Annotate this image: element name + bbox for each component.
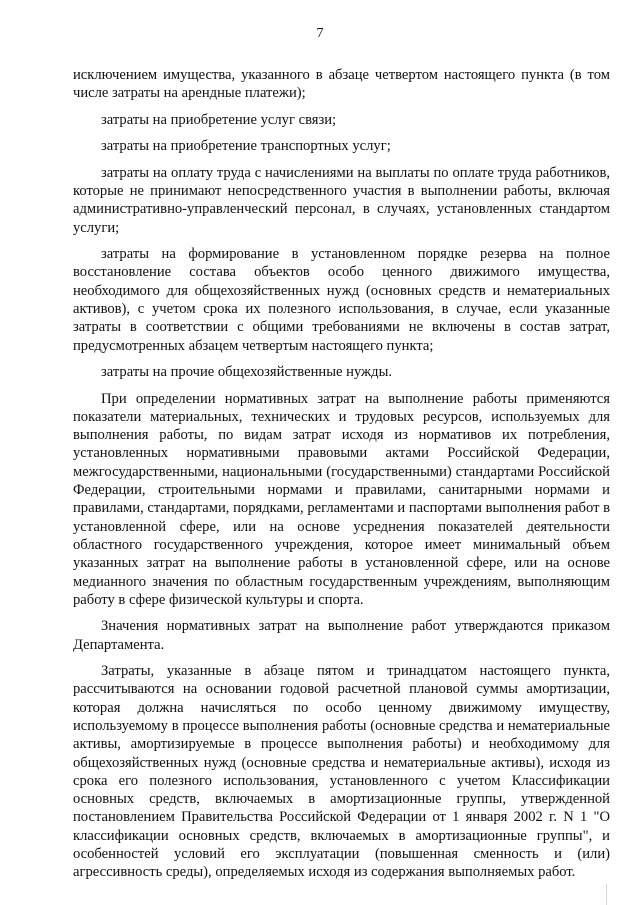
scan-artifact-line xyxy=(606,884,607,905)
paragraph-other-costs: затраты на прочие общехозяйственные нужды. xyxy=(101,364,393,381)
paragraph-transport-costs: затраты на приобретение транспортных услуг; xyxy=(101,138,391,155)
paragraph-normative-costs: При определении нормативных затрат на выполнение работы применяются показатели материальных, технических и трудовых ресурсов, используемых для выполнения работы, по видам затрат исходя из нормативов их потребления, установленных нормативными правовыми актами Российской Федерации, межгосударственными, национальными (государственными) стандартами Российской Федерации, строительными нормами и правилами, санитарными нормами и правилами, стандартами, порядками, регламентами и паспортами выполнения работ в установленной сфере, или на основе усреднения показателей деятельности областного государственного учреждения, которое имеет минимальный объем указанных затрат на выполнение работы в установленной сфере, или на основе медианного значения по областным государственным учреждениям, выполняющим работу в сфере физической культуры и спорта. xyxy=(73,390,610,608)
paragraph-approval: Значения нормативных затрат на выполнение работ утверждаются приказом Департамента. xyxy=(73,618,610,653)
paragraph-reserve-costs: затраты на формирование в установленном порядке резерва на полное восстановление состава объектов особо ценного движимого имущества, необходимого для общехозяйственных нужд (основных средств и нематериальных активов), с учетом срока их полезного использования, в случае, если указанные затраты в соответствии с общими требованиями не включены в состав затрат, предусмотренных абзацем четвертым настоящего пункта; xyxy=(73,246,610,354)
paragraph-continuation: исключением имущества, указанного в абзаце четвертом настоящего пункта (в том числе затраты на арендные платежи); xyxy=(73,67,610,102)
paragraph-communication-costs: затраты на приобретение услуг связи; xyxy=(101,111,337,128)
paragraph-amortization: Затраты, указанные в абзаце пятом и тринадцатом настоящего пункта, рассчитываются на основании годовой расчетной плановой суммы амортизации, которая должна начисляться по особо ценному движимому имуществу, используемому в процессе выполнения работы (основные средства и нематериальные активы, амортизируемые в процессе выполнения работы) и необходимому для общехозяйственных нужд (основные средства и нематериальные активы), исходя из срока его полезного использования, установленного с учетом Классификации основных средств, включаемых в амортизационные группы, утвержденной постановлением Правительства Российской Федерации от 1 января 2002 г. N 1 "О классификации основных средств, включаемых в амортизационные группы", и особенностей условий его эксплуатации (повышенная сменность и (или) агрессивность среды), определяемых исходя из содержания выполняемых работ. xyxy=(73,663,610,881)
paragraph-labor-costs: затраты на оплату труда с начислениями на выплаты по оплате труда работников, которые не принимают непосредственного участия в выполнении работы, включая административно-управленческий персонал, в случаях, установленных стандартом услуги; xyxy=(73,164,610,236)
page-number: 7 xyxy=(316,26,324,41)
document-body xyxy=(73,66,610,890)
